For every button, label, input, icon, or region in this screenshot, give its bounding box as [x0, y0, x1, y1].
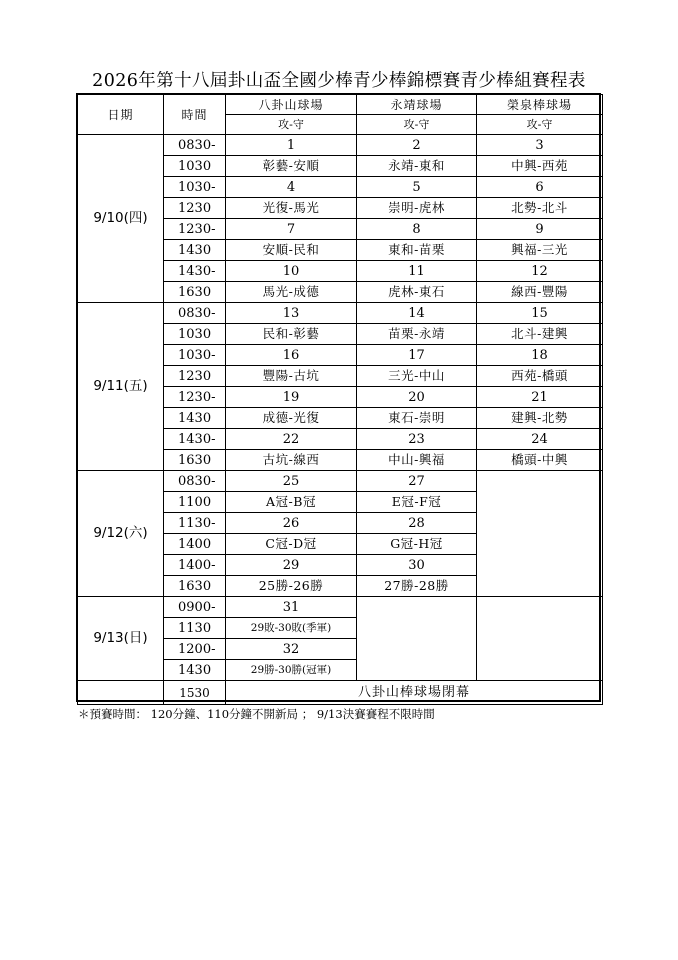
game-number: 5	[356, 176, 477, 198]
game-matchup: 29勝-30勝(冠軍)	[225, 659, 357, 681]
page-title: 2026年第十八屆卦山盃全國少棒青少棒錦標賽青少棒組賽程表	[92, 71, 586, 91]
game-matchup: 西苑-橋頭	[476, 365, 603, 387]
game-matchup: 安順-民和	[225, 239, 357, 261]
game-matchup: 中興-西苑	[476, 155, 603, 177]
game-number: 6	[476, 176, 603, 198]
header-offense-defense: 攻-守	[476, 114, 603, 135]
time-start: 0830-	[163, 134, 226, 156]
game-number: 10	[225, 260, 357, 282]
game-number: 18	[476, 344, 603, 366]
time-start: 1200-	[163, 638, 226, 660]
game-matchup: 豐陽-古坑	[225, 365, 357, 387]
game-number: 30	[356, 554, 477, 576]
game-number: 22	[225, 428, 357, 450]
game-matchup: 民和-彰藝	[225, 323, 357, 345]
header-venue: 榮泉棒球場	[476, 94, 603, 115]
header-venue: 永靖球場	[356, 94, 477, 115]
game-matchup: 27勝-28勝	[356, 575, 477, 597]
time-start: 1130-	[163, 512, 226, 534]
game-matchup: 虎林-東石	[356, 281, 477, 303]
footnote: ＊預賽時間： 120分鐘、110分鐘不開新局 ； 9/13決賽賽程不限時間	[78, 707, 435, 721]
game-matchup: A冠-B冠	[225, 491, 357, 513]
game-matchup: 橋頭-中興	[476, 449, 603, 471]
game-number: 29	[225, 554, 357, 576]
game-matchup: C冠-D冠	[225, 533, 357, 555]
date-cell: 9/13(日)	[77, 596, 164, 681]
header-date: 日期	[77, 94, 164, 135]
schedule-table	[76, 93, 601, 702]
game-number: 11	[356, 260, 477, 282]
closing-ceremony: 八卦山棒球場閉幕	[225, 680, 603, 705]
time-end: 1630	[163, 449, 226, 471]
game-number: 8	[356, 218, 477, 240]
time-end: 1030	[163, 155, 226, 177]
time-start: 1230-	[163, 386, 226, 408]
game-number: 21	[476, 386, 603, 408]
game-matchup: 北斗-建興	[476, 323, 603, 345]
header-offense-defense: 攻-守	[225, 114, 357, 135]
closing-time: 1530	[163, 680, 226, 705]
time-end: 1400	[163, 533, 226, 555]
game-number: 15	[476, 302, 603, 324]
game-matchup: 北勢-北斗	[476, 197, 603, 219]
time-end: 1030	[163, 323, 226, 345]
time-end: 1230	[163, 197, 226, 219]
time-start: 1400-	[163, 554, 226, 576]
time-start: 0830-	[163, 302, 226, 324]
time-end: 1430	[163, 659, 226, 681]
game-number: 31	[225, 596, 357, 618]
game-number: 25	[225, 470, 357, 492]
game-matchup: 東和-苗栗	[356, 239, 477, 261]
empty-cell	[476, 470, 603, 597]
game-number: 12	[476, 260, 603, 282]
game-number: 9	[476, 218, 603, 240]
game-number: 2	[356, 134, 477, 156]
empty-cell	[77, 680, 164, 705]
header-venue: 八卦山球場	[225, 94, 357, 115]
game-matchup: 光復-馬光	[225, 197, 357, 219]
time-end: 1230	[163, 365, 226, 387]
game-matchup: 古坑-線西	[225, 449, 357, 471]
game-matchup: 建興-北勢	[476, 407, 603, 429]
date-cell: 9/12(六)	[77, 470, 164, 597]
game-number: 20	[356, 386, 477, 408]
game-matchup: 彰藝-安順	[225, 155, 357, 177]
header-time: 時間	[163, 94, 226, 135]
time-start: 1030-	[163, 344, 226, 366]
time-start: 0900-	[163, 596, 226, 618]
game-matchup: 25勝-26勝	[225, 575, 357, 597]
time-end: 1100	[163, 491, 226, 513]
game-number: 7	[225, 218, 357, 240]
game-matchup: 永靖-東和	[356, 155, 477, 177]
game-number: 3	[476, 134, 603, 156]
game-number: 17	[356, 344, 477, 366]
date-cell: 9/11(五)	[77, 302, 164, 471]
game-matchup: 三光-中山	[356, 365, 477, 387]
game-matchup: 中山-興福	[356, 449, 477, 471]
game-number: 4	[225, 176, 357, 198]
game-matchup: 崇明-虎林	[356, 197, 477, 219]
game-matchup: 馬光-成德	[225, 281, 357, 303]
game-matchup: 線西-豐陽	[476, 281, 603, 303]
time-start: 1030-	[163, 176, 226, 198]
date-cell: 9/10(四)	[77, 134, 164, 303]
game-matchup: G冠-H冠	[356, 533, 477, 555]
game-matchup: 興福-三光	[476, 239, 603, 261]
time-end: 1430	[163, 407, 226, 429]
time-end: 1630	[163, 281, 226, 303]
time-end: 1430	[163, 239, 226, 261]
game-matchup: 苗栗-永靖	[356, 323, 477, 345]
game-number: 24	[476, 428, 603, 450]
game-number: 14	[356, 302, 477, 324]
game-matchup: 29敗-30敗(季軍)	[225, 617, 357, 639]
time-end: 1130	[163, 617, 226, 639]
game-matchup: 東石-崇明	[356, 407, 477, 429]
header-offense-defense: 攻-守	[356, 114, 477, 135]
game-number: 23	[356, 428, 477, 450]
empty-cell	[356, 596, 477, 681]
game-number: 1	[225, 134, 357, 156]
empty-cell	[476, 596, 603, 681]
game-number: 32	[225, 638, 357, 660]
game-number: 28	[356, 512, 477, 534]
game-number: 13	[225, 302, 357, 324]
game-number: 19	[225, 386, 357, 408]
game-number: 16	[225, 344, 357, 366]
game-number: 26	[225, 512, 357, 534]
time-start: 1430-	[163, 428, 226, 450]
game-matchup: E冠-F冠	[356, 491, 477, 513]
time-start: 0830-	[163, 470, 226, 492]
game-matchup: 成德-光復	[225, 407, 357, 429]
time-start: 1430-	[163, 260, 226, 282]
game-number: 27	[356, 470, 477, 492]
time-start: 1230-	[163, 218, 226, 240]
time-end: 1630	[163, 575, 226, 597]
